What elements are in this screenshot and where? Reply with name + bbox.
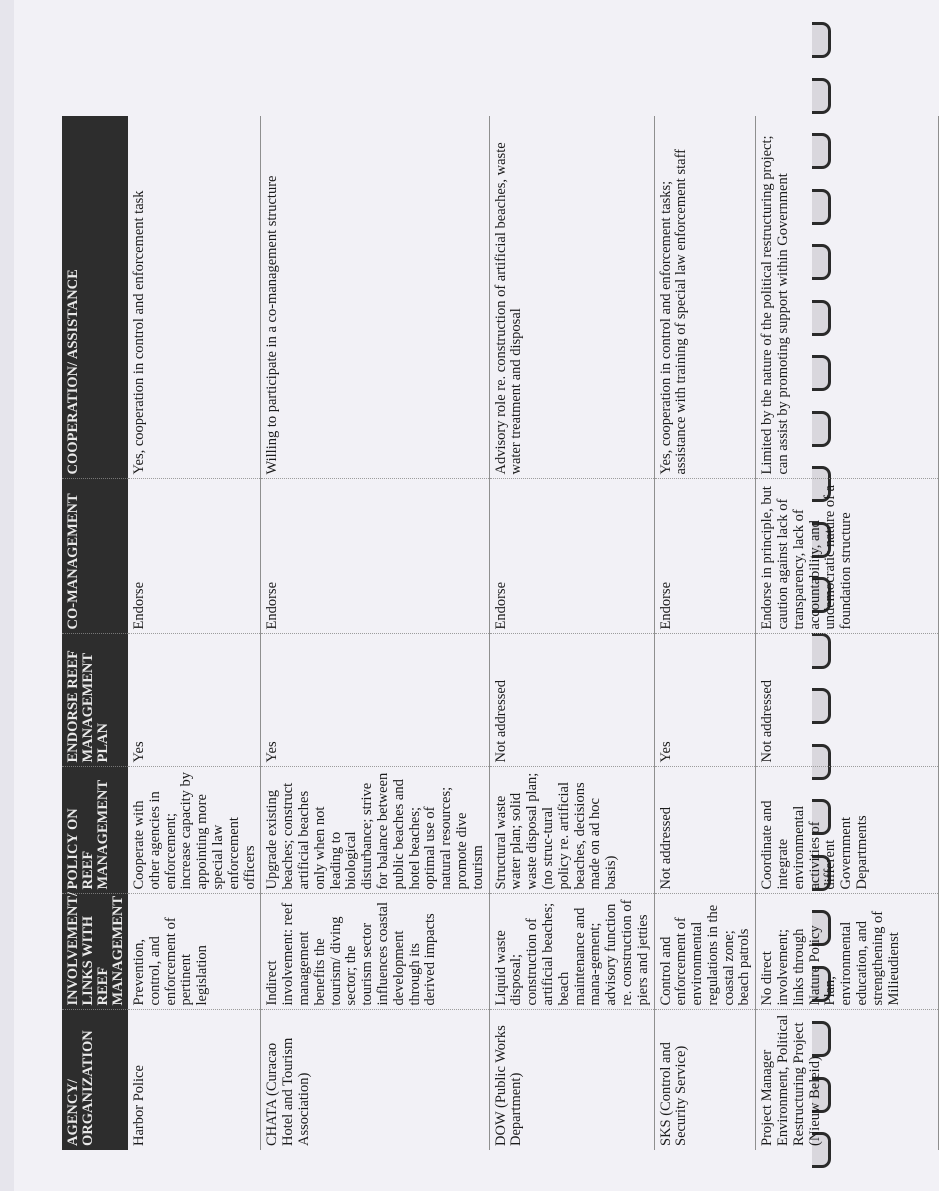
table-row bbox=[489, 116, 654, 1150]
header-cooperation: COOPERATION/ ASSISTANCE bbox=[62, 116, 128, 479]
cell-endorse: Not addressed bbox=[489, 634, 654, 767]
cell-involvement: Indirect involvement: reef management benefits the tourism/ diving sector; the tourism sector influences coastal development through its derived impacts bbox=[261, 894, 489, 1010]
header-endorse: ENDORSE REEF MANAGEMENT PLAN bbox=[62, 634, 128, 767]
page-edge bbox=[0, 0, 14, 1191]
cell-policy: Not addressed bbox=[654, 767, 756, 894]
cell-policy: Structural waste water plan; solid waste disposal plan; (no struc-tural policy re. artificial beaches, decisions made on ad hoc basis) bbox=[489, 767, 654, 894]
cell-agency: Project Manager Environment, Political Restructuring Project (Nieuw Beleid) bbox=[756, 1010, 939, 1150]
cell-cooperation: Yes, cooperation in control and enforcement tasks; assistance with training of special law enforcement staff bbox=[654, 116, 756, 479]
cell-involvement: Liquid waste disposal; construction of artificial beaches; beach maintenance and mana-gement; advisory function re. construction of piers and jetties bbox=[489, 894, 654, 1010]
cell-co-management: Endorse in principle, but caution against lack of transparency, lack of accountability, and undemocratic nature of a foundation structure bbox=[756, 479, 939, 634]
table-row bbox=[261, 116, 489, 1150]
table-row bbox=[756, 116, 939, 1150]
table-header-row bbox=[62, 116, 128, 1150]
cell-cooperation: Advisory role re. construction of artificial beaches, waste water treatment and disposal bbox=[489, 116, 654, 479]
cell-policy: Upgrade existing beaches; construct artificial beaches only when not leading to biological disturbance; strive for balance between public beaches and hotel beaches; optimal use of natural resources; promote dive tourism bbox=[261, 767, 489, 894]
binding-ring bbox=[812, 78, 831, 114]
binding-ring bbox=[812, 22, 831, 58]
cell-agency: DOW (Public Works Department) bbox=[489, 1010, 654, 1150]
cell-cooperation: Yes, cooperation in control and enforcement task bbox=[128, 116, 261, 479]
reef-management-table bbox=[62, 116, 939, 1150]
cell-co-management: Endorse bbox=[261, 479, 489, 634]
rotated-table-container bbox=[62, 116, 902, 1150]
cell-agency: CHATA (Curacao Hotel and Tourism Association) bbox=[261, 1010, 489, 1150]
cell-policy: Coordinate and integrate environmental activities of different Government Departments bbox=[756, 767, 939, 894]
cell-involvement: Control and enforcement of environmental regulations in the coastal zone; beach patrols bbox=[654, 894, 756, 1010]
cell-involvement: No direct involvement; links through Nature Policy Plan, environmental education, and strengthening of Milieudienst bbox=[756, 894, 939, 1010]
header-agency: AGENCY/ ORGANIZATION bbox=[62, 1010, 128, 1150]
cell-endorse: Yes bbox=[128, 634, 261, 767]
cell-co-management: Endorse bbox=[128, 479, 261, 634]
cell-policy: Cooperate with other agencies in enforcement; increase capacity by appointing more special law enforcement officers bbox=[128, 767, 261, 894]
header-policy: POLICY ON REEF MANAGEMENT bbox=[62, 767, 128, 894]
cell-cooperation: Limited by the nature of the political restructuring project; can assist by promoting support within Government bbox=[756, 116, 939, 479]
cell-endorse: Yes bbox=[261, 634, 489, 767]
cell-endorse: Yes bbox=[654, 634, 756, 767]
header-involvement: INVOLVEMENT/ LINKS WITH REEF MANAGEMENT bbox=[62, 894, 128, 1010]
cell-involvement: Prevention, control, and enforcement of pertinent legislation bbox=[128, 894, 261, 1010]
cell-co-management: Endorse bbox=[489, 479, 654, 634]
cell-agency: SKS (Control and Security Service) bbox=[654, 1010, 756, 1150]
table-row bbox=[654, 116, 756, 1150]
cell-cooperation: Willing to participate in a co-management structure bbox=[261, 116, 489, 479]
header-co-management: CO-MANAGEMENT bbox=[62, 479, 128, 634]
table-row bbox=[128, 116, 261, 1150]
cell-agency: Harbor Police bbox=[128, 1010, 261, 1150]
cell-endorse: Not addressed bbox=[756, 634, 939, 767]
cell-co-management: Endorse bbox=[654, 479, 756, 634]
